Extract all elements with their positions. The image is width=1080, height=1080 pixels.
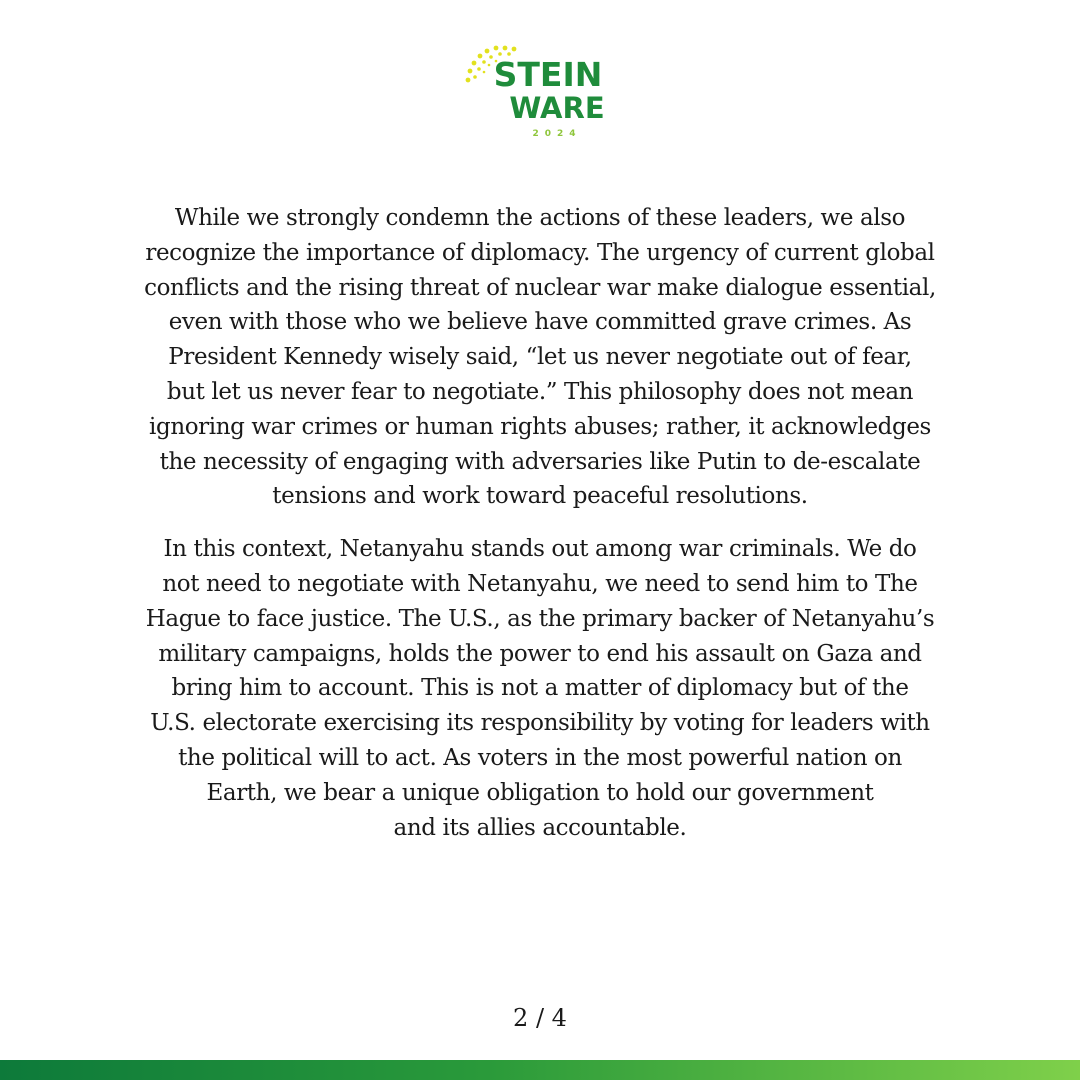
logo-line2: WARE (509, 91, 605, 125)
letter-body (90, 201, 990, 845)
text-line: bring him to account. This is not a matter of diplomacy but of the (171, 675, 909, 702)
text-line: Earth, we bear a unique obligation to hold our government (206, 779, 874, 806)
text-line: military campaigns, holds the power to end his assault on Gaza and (158, 640, 922, 667)
logo-line1: STEIN (493, 55, 603, 94)
text-line: and its allies accountable. (393, 814, 687, 841)
text-line: the necessity of engaging with adversaries like Putin to de-escalate (159, 448, 921, 475)
bottom-gradient-bar (0, 1060, 1080, 1080)
text-line: While we strongly condemn the actions of these leaders, we also (174, 205, 906, 231)
text-line: recognize the importance of diplomacy. The urgency of current global (145, 239, 935, 266)
text-line: not need to negotiate with Netanyahu, we need to send him to The (162, 570, 918, 597)
paragraph-1 (90, 201, 990, 514)
text-line: the political will to act. As voters in the most powerful nation on (178, 744, 902, 771)
text-line: President Kennedy wisely said, “let us never negotiate out of fear, (168, 344, 912, 371)
paragraph-2 (90, 532, 990, 845)
logo-year: 2024 (532, 129, 582, 139)
text-line: but let us never fear to negotiate.” This philosophy does not mean (166, 378, 914, 405)
stein-ware-logo (0, 42, 1080, 152)
page-number: 2 / 4 (513, 1004, 567, 1032)
text-line: tensions and work toward peaceful resolutions. (272, 483, 808, 510)
sunburst-logo-icon (460, 42, 620, 152)
text-line: In this context, Netanyahu stands out among war criminals. We do (163, 536, 917, 563)
text-line: even with those who we believe have committed grave crimes. As (168, 309, 912, 336)
text-line: ignoring war crimes or human rights abuses; rather, it acknowledges (149, 413, 931, 440)
text-line: Hague to face justice. The U.S., as the primary backer of Netanyahu’s (145, 605, 935, 632)
text-line: conflicts and the rising threat of nuclear war make dialogue essential, (144, 274, 936, 301)
text-line: U.S. electorate exercising its responsibility by voting for leaders with (150, 710, 930, 737)
